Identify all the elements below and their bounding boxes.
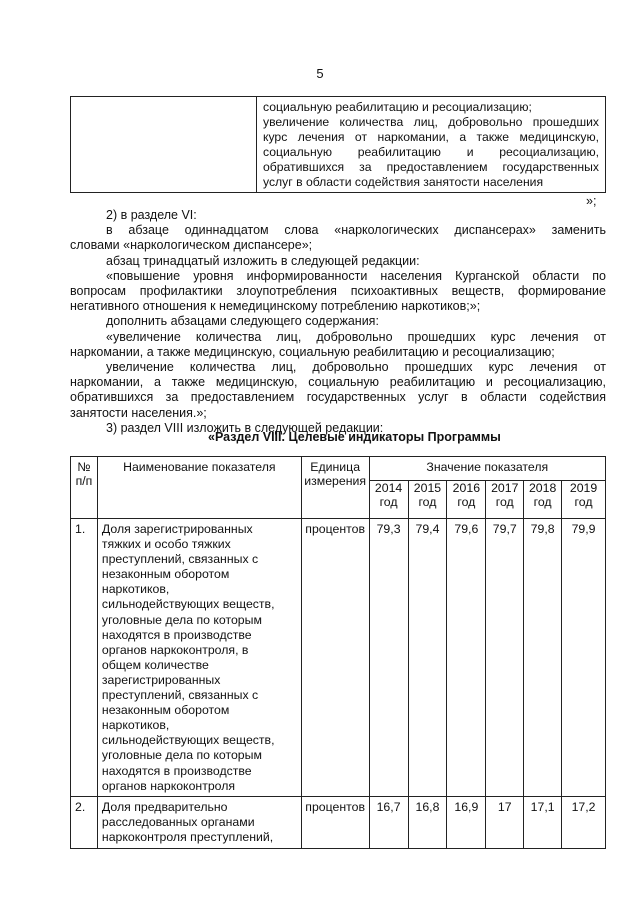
paragraph-line: наркомании, а также медицинскую, социальную реабилитацию и ресоциализацию; — [70, 344, 555, 359]
name-line: расследованных органами — [101, 814, 255, 829]
value-cell: 17 — [486, 796, 524, 848]
continuation-line: увеличение количества лиц, добровольно прошедших — [263, 115, 599, 129]
unit-cell: процентов — [301, 519, 369, 797]
header-values: Значение показателя — [369, 457, 605, 481]
value-cell: 17,2 — [562, 796, 606, 848]
year-suffix: год — [574, 495, 593, 509]
header-year — [562, 481, 606, 519]
name-line: наркотиков, — [101, 718, 170, 733]
name-line: преступлений, связанных с — [101, 552, 259, 567]
header-year — [524, 481, 562, 519]
name-line: зарегистрированных — [101, 672, 221, 687]
name-line: органов наркоконтроля — [101, 778, 236, 793]
section-title: «Раздел VIII. Целевые индикаторы Программы — [208, 430, 501, 444]
continuation-line: курс лечения от наркомании, а также медицинскую, — [263, 130, 599, 144]
year-suffix: год — [379, 495, 398, 509]
header-name: Наименование показателя — [97, 457, 301, 519]
unit-cell: процентов — [301, 796, 369, 848]
value-cell: 79,8 — [524, 519, 562, 797]
indicator-name — [97, 519, 301, 797]
paragraph-line: абзац тринадцатый изложить в следующей редакции: — [106, 253, 420, 268]
name-line: общем количестве — [101, 657, 209, 672]
name-line: наркоконтроля преступлений, — [101, 829, 274, 844]
name-line: сильнодействующих веществ, — [101, 597, 275, 612]
header-unit: Единица измерения — [301, 457, 369, 519]
name-line: Доля зарегистрированных — [101, 522, 253, 536]
amendment-text — [70, 208, 606, 436]
name-line: находятся в производстве — [101, 627, 252, 642]
year-suffix: год — [533, 495, 552, 509]
value-cell: 79,7 — [486, 519, 524, 797]
closing-quote: »; — [586, 194, 597, 208]
value-cell: 16,8 — [408, 796, 447, 848]
table-row — [71, 796, 606, 848]
year-label: 2019 — [569, 481, 598, 495]
name-line: незаконным оборотом — [101, 567, 230, 582]
name-line: уголовные дела по которым — [101, 748, 262, 763]
paragraph-line: вопросам профилактики злоупотребления психоактивных веществ, формирование — [70, 284, 606, 299]
header-year — [486, 481, 524, 519]
value-cell: 79,4 — [408, 519, 447, 797]
year-label: 2015 — [413, 481, 442, 495]
paragraph-line: словами «наркологическом диспансере»; — [70, 238, 313, 253]
name-line: незаконным оборотом — [101, 703, 230, 718]
indicators-table — [70, 456, 606, 849]
paragraph-line: 2) в разделе VI: — [106, 208, 197, 222]
year-label: 2016 — [452, 481, 481, 495]
table-row — [71, 519, 606, 797]
continuation-text-cell — [257, 97, 606, 193]
name-line: тяжких и особо тяжких — [101, 537, 231, 552]
header-year — [369, 481, 408, 519]
row-number: 2. — [71, 796, 98, 848]
header-num: № п/п — [71, 457, 98, 519]
paragraph-line: 3) раздел VIII изложить в следующей редакции: — [106, 420, 384, 435]
header-year — [408, 481, 447, 519]
value-cell: 16,7 — [369, 796, 408, 848]
year-suffix: год — [418, 495, 437, 509]
value-cell: 79,3 — [369, 519, 408, 797]
year-label: 2018 — [528, 481, 557, 495]
name-line: органов наркоконтроля, в — [101, 642, 249, 657]
row-number: 1. — [71, 519, 98, 797]
indicator-name — [97, 796, 301, 848]
name-line: находятся в производстве — [101, 763, 252, 778]
page-number: 5 — [316, 66, 324, 81]
continuation-line: социальную реабилитацию и ресоциализацию; — [263, 100, 532, 114]
name-line: наркотиков, — [101, 582, 170, 597]
continuation-line: услуг в области содействия занятости населения — [263, 175, 544, 189]
continuation-line: обратившихся за предоставлением государственных — [263, 160, 599, 174]
paragraph-line: обратившихся за предоставлением государственных услуг в области содействия — [70, 390, 606, 405]
value-cell: 79,6 — [447, 519, 486, 797]
paragraph-line: негативного отношения к немедицинскому потреблению наркотиков;»; — [70, 299, 481, 314]
year-suffix: год — [457, 495, 476, 509]
name-line: сильнодействующих веществ, — [101, 733, 275, 748]
continuation-table — [70, 96, 606, 193]
paragraph-line: занятости населения.»; — [70, 405, 207, 420]
year-label: 2017 — [491, 481, 519, 495]
name-line: Доля предварительно — [101, 799, 228, 814]
paragraph-line: в абзаце одиннадцатом слова «наркологических диспансерах» заменить — [106, 223, 606, 238]
name-line: преступлений, связанных с — [101, 688, 259, 703]
value-cell: 16,9 — [447, 796, 486, 848]
paragraph-line: «увеличение количества лиц, добровольно прошедших курс лечения от — [106, 329, 606, 344]
continuation-line: социальную реабилитацию и ресоциализацию, — [263, 145, 599, 159]
paragraph-line: дополнить абзацами следующего содержания: — [106, 314, 379, 329]
value-cell: 79,9 — [562, 519, 606, 797]
year-label: 2014 — [374, 481, 403, 495]
paragraph-line: увеличение количества лиц, добровольно прошедших курс лечения от — [106, 360, 606, 375]
header-year — [447, 481, 486, 519]
year-suffix: год — [495, 495, 514, 509]
value-cell: 17,1 — [524, 796, 562, 848]
continuation-empty-cell — [71, 97, 257, 193]
paragraph-line: наркомании, а также медицинскую, социальную реабилитацию и ресоциализацию, — [70, 375, 606, 390]
name-line: уголовные дела по которым — [101, 612, 262, 627]
paragraph-line: «повышение уровня информированности населения Курганской области по — [106, 268, 606, 283]
